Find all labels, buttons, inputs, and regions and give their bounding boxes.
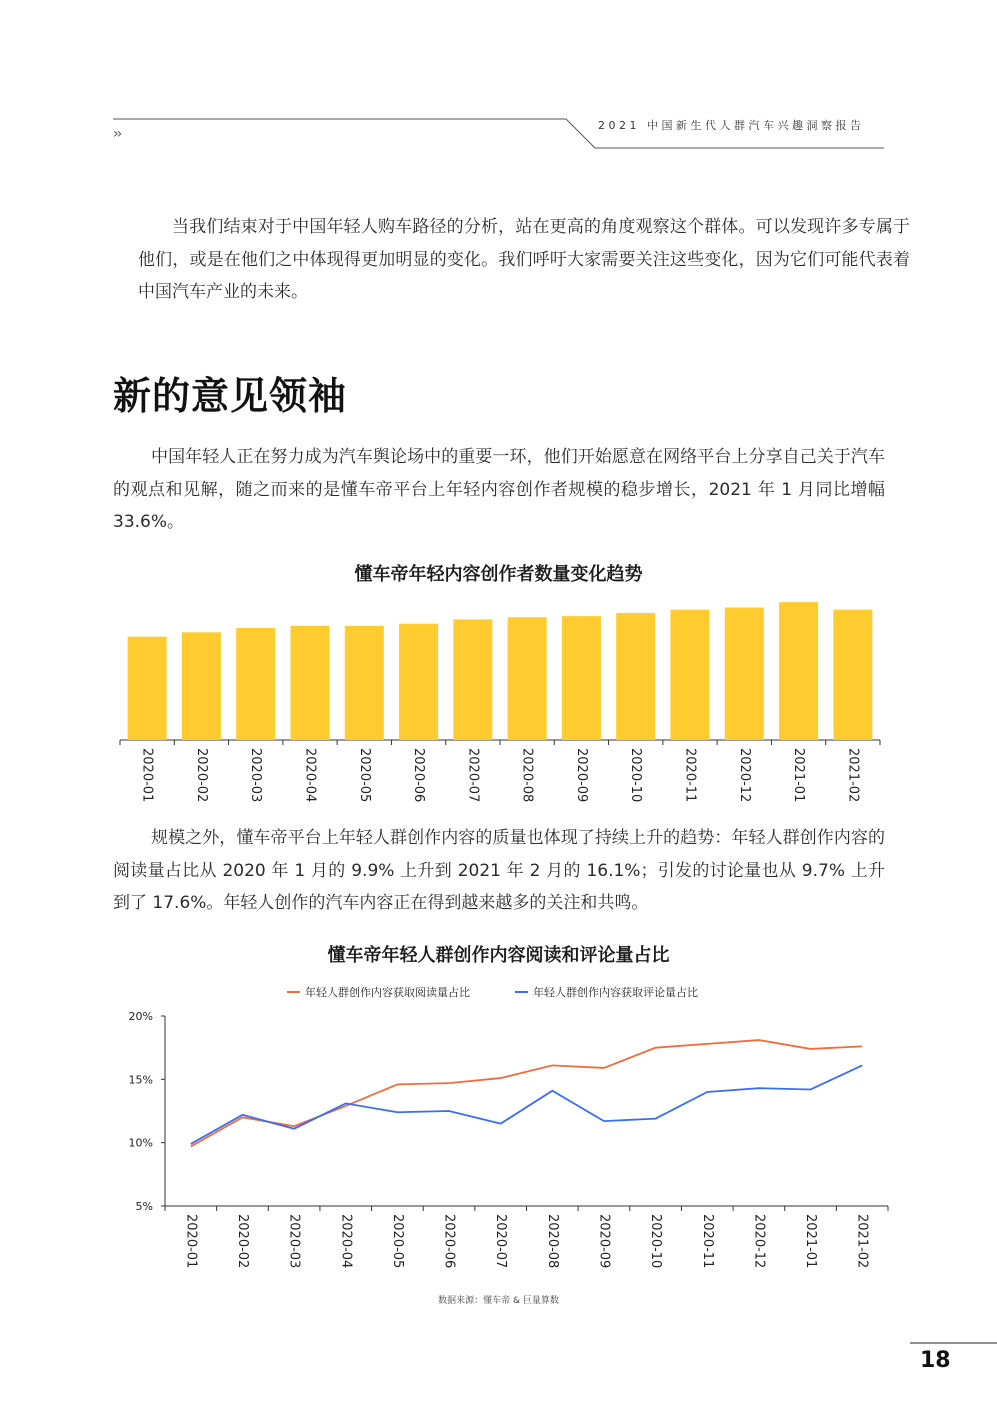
header-rule [0, 0, 997, 160]
bar [236, 628, 275, 740]
x-tick-label: 2021-02 [854, 1214, 870, 1269]
chevron-right-icon: ›› [113, 126, 121, 142]
report-title: 2021 中国新生代人群汽车兴趣洞察报告 [598, 119, 865, 132]
x-tick-label: 2020-07 [493, 1214, 509, 1269]
data-source: 数据来源：懂车帝 & 巨量算数 [438, 1296, 559, 1306]
x-tick-label: 2020-05 [356, 748, 372, 803]
bar [128, 637, 167, 740]
x-tick-label: 2020-11 [682, 748, 698, 803]
x-tick-label: 2021-02 [845, 748, 861, 803]
bar [671, 610, 710, 740]
x-tick-label: 2020-01 [139, 748, 155, 803]
footer-rule [0, 1333, 997, 1353]
x-tick-label: 2021-01 [803, 1214, 819, 1269]
x-tick-label: 2021-01 [791, 748, 807, 803]
x-tick-label: 2020-05 [389, 1214, 405, 1269]
x-tick-label: 2020-10 [628, 748, 644, 803]
legend-label: 年轻人群创作内容获取评论量占比 [533, 986, 698, 999]
x-tick-label: 2020-09 [573, 748, 589, 803]
bar [453, 619, 492, 740]
x-tick-label: 2020-03 [248, 748, 264, 803]
line-chart-title: 懂车帝年轻人群创作内容阅读和评论量占比 [327, 945, 670, 966]
bar [291, 626, 330, 740]
bar [616, 613, 655, 740]
x-tick-label: 2020-11 [699, 1214, 715, 1269]
x-tick-label: 2020-02 [234, 1214, 250, 1269]
y-tick-label: 10% [128, 1136, 153, 1150]
x-tick-label: 2020-06 [441, 1214, 457, 1269]
x-tick-label: 2020-07 [465, 748, 481, 803]
x-tick-label: 2020-12 [736, 748, 752, 803]
x-tick-label: 2020-03 [286, 1214, 302, 1269]
x-tick-label: 2020-06 [411, 748, 427, 803]
bar [345, 626, 384, 740]
creators-paragraph: 中国年轻人正在努力成为汽车舆论场中的重要一环，他们开始愿意在网络平台上分享自己关于汽车的观点和见解，随之而来的是懂车帝平台上年轻内容创作者规模的稳步增长，2021 年 1 月同比增幅 33.6%。 [113, 447, 885, 532]
x-tick-label: 2020-04 [302, 748, 318, 803]
bar [508, 617, 547, 740]
section-title: 新的意见领袖 [113, 374, 348, 418]
y-tick-label: 15% [128, 1073, 153, 1087]
bar [833, 610, 872, 740]
x-tick-label: 2020-08 [519, 748, 535, 803]
x-tick-label: 2020-04 [338, 1214, 354, 1269]
series-line [191, 1040, 862, 1146]
quality-paragraph: 规模之外，懂车帝平台上年轻人群创作内容的质量也体现了持续上升的趋势：年轻人群创作内容的阅读量占比从 2020 年 1 月的 9.9% 上升到 2021 年 2 月的 16.1%；引发的讨论量也从 9.7% 上升到了 17.6%。年轻人创作的汽车内容正在得到越来越多的关注和共鸣。 [113, 828, 885, 913]
bar [399, 624, 438, 740]
y-tick-label: 5% [135, 1200, 153, 1213]
x-tick-label: 2020-12 [751, 1214, 767, 1269]
x-tick-label: 2020-08 [544, 1214, 560, 1269]
legend-label: 年轻人群创作内容获取阅读量占比 [305, 986, 470, 999]
bar [182, 632, 221, 740]
x-tick-label: 2020-10 [648, 1214, 664, 1269]
x-tick-label: 2020-01 [183, 1214, 199, 1269]
x-tick-label: 2020-09 [596, 1214, 612, 1269]
intro-paragraph: 当我们结束对于中国年轻人购车路径的分析，站在更高的角度观察这个群体。可以发现许多专属于他们，或是在他们之中体现得更加明显的变化。我们呼吁大家需要关注这些变化，因为它们可能代表着中国汽车产业的未来。 [138, 217, 910, 302]
bar [725, 608, 764, 740]
y-tick-label: 20% [128, 1010, 153, 1023]
page-number: 18 [920, 1348, 951, 1373]
series-line [191, 1065, 862, 1144]
x-tick-label: 2020-02 [193, 748, 209, 803]
bar [562, 616, 601, 740]
bar [779, 602, 818, 740]
bar-chart-title: 懂车帝年轻内容创作者数量变化趋势 [354, 564, 643, 585]
